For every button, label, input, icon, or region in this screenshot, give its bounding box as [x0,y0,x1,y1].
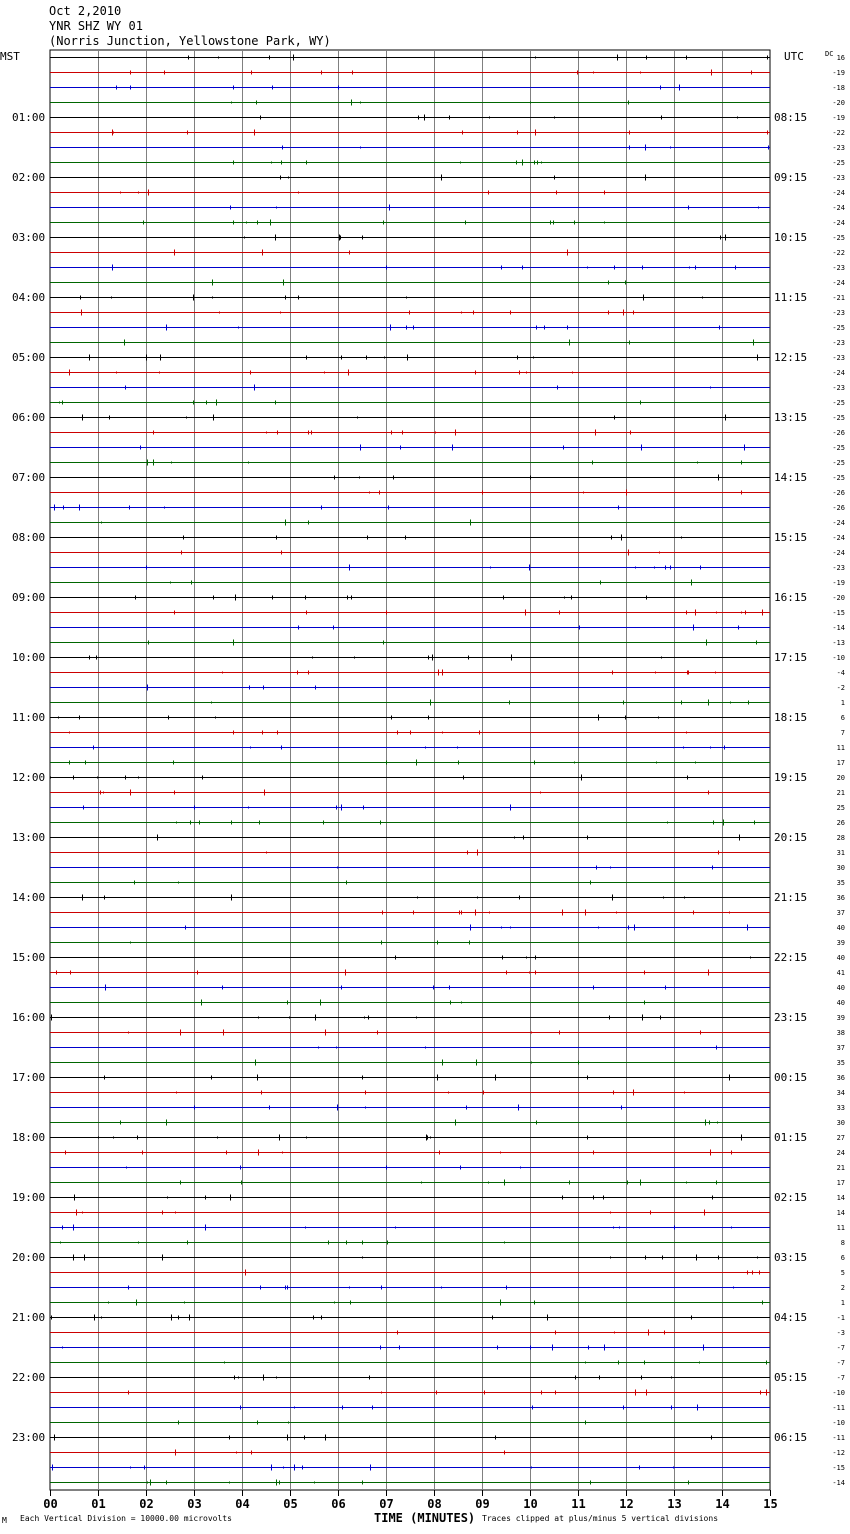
dc-offset-label: -21 [832,294,845,302]
right-hour-label: 16:15 [774,591,808,604]
left-hour-label: 09:00 [12,591,46,604]
dc-offset-label: 1 [840,699,845,707]
dc-offset-label: -2 [836,684,845,692]
dc-column-label: DC [825,50,834,58]
left-hour-label: 01:00 [12,111,46,124]
left-hour-label: 04:00 [12,291,46,304]
left-hour-label: 19:00 [12,1191,46,1204]
dc-offset-label: 6 [840,1254,845,1262]
corner-marker: M [2,1516,7,1525]
x-tick-label: 08 [427,1497,442,1511]
right-hour-label: 00:15 [774,1071,808,1084]
right-hour-label: 23:15 [774,1011,808,1024]
dc-offset-label: 11 [836,744,845,752]
dc-offset-label: -23 [832,339,845,347]
plot-date: Oct 2,2010 [49,4,122,18]
dc-offset-label: 27 [836,1134,845,1142]
dc-offset-label: 39 [836,939,845,947]
dc-offset-label: -20 [832,594,845,602]
dc-offset-label: 30 [836,864,845,872]
dc-offset-label: 6 [840,714,845,722]
dc-offset-label: 5 [840,1269,845,1277]
dc-offset-label: 8 [840,1239,845,1247]
dc-offset-label: 14 [836,1209,845,1217]
dc-offset-label: -15 [832,609,845,617]
left-hour-label: 08:00 [12,531,46,544]
x-tick-label: 03 [187,1497,202,1511]
left-hour-label: 05:00 [12,351,46,364]
dc-offset-label: 40 [836,954,845,962]
left-hour-label: 20:00 [12,1251,46,1264]
dc-offset-label: -19 [832,579,845,587]
right-hour-label: 19:15 [774,771,808,784]
station-code: YNR SHZ WY 01 [49,19,143,33]
dc-offset-label: -23 [832,144,845,152]
x-tick-label: 02 [139,1497,154,1511]
right-timezone-label: UTC [784,50,804,63]
right-hour-label: 18:15 [774,711,808,724]
dc-offset-label: -26 [832,429,845,437]
dc-offset-label: -25 [832,159,845,167]
x-tick-label: 11 [571,1497,586,1511]
dc-offset-label: 30 [836,1119,845,1127]
dc-offset-label: 39 [836,1014,845,1022]
dc-offset-label: -10 [832,1419,845,1427]
dc-offset-label: 37 [836,909,845,917]
dc-offset-label: -15 [832,1464,845,1472]
dc-offset-label: -25 [832,444,845,452]
dc-offset-label: -24 [832,534,845,542]
left-hour-label: 06:00 [12,411,46,424]
left-hour-label: 17:00 [12,1071,46,1084]
dc-offset-label: 11 [836,1224,845,1232]
dc-offset-label: -23 [832,309,845,317]
dc-offset-label: -13 [832,639,845,647]
traces [50,55,770,1486]
right-hour-label: 09:15 [774,171,808,184]
right-hour-label: 11:15 [774,291,808,304]
left-hour-label: 23:00 [12,1431,46,1444]
x-tick-label: 00 [43,1497,58,1511]
dc-offset-label: 37 [836,1044,845,1052]
dc-offset-label: 40 [836,924,845,932]
x-tick-label: 07 [379,1497,394,1511]
x-tick-label: 06 [331,1497,346,1511]
dc-offset-label: -24 [832,279,845,287]
left-hour-label: 21:00 [12,1311,46,1324]
right-hour-label: 02:15 [774,1191,808,1204]
dc-offset-label: -23 [832,354,845,362]
right-hour-label: 04:15 [774,1311,808,1324]
dc-offset-label: 33 [836,1104,845,1112]
left-hour-label: 14:00 [12,891,46,904]
x-tick-label: 09 [475,1497,490,1511]
x-tick-label: 14 [715,1497,730,1511]
plot-frame [50,50,770,1490]
dc-offset-label: 2 [840,1284,845,1292]
left-hour-label: 11:00 [12,711,46,724]
dc-offset-label: 38 [836,1029,845,1037]
dc-offset-label: 41 [836,969,845,977]
dc-offset-label: 21 [836,1164,845,1172]
right-hour-label: 10:15 [774,231,808,244]
dc-offset-label: -14 [832,1479,845,1487]
dc-offset-label: -23 [832,384,845,392]
dc-offset-label: -7 [836,1359,845,1367]
dc-offset-label: -18 [832,84,845,92]
right-hour-label: 17:15 [774,651,808,664]
left-hour-label: 13:00 [12,831,46,844]
left-hour-label: 18:00 [12,1131,46,1144]
dc-offset-label: 28 [836,834,845,842]
dc-offset-label: 16 [836,54,845,62]
dc-offset-label: -3 [836,1329,845,1337]
dc-offset-label: -24 [832,369,845,377]
dc-offset-label: -23 [832,564,845,572]
dc-offset-label: -11 [832,1434,845,1442]
dc-offset-label: -25 [832,234,845,242]
station-location: (Norris Junction, Yellowstone Park, WY) [49,34,331,48]
dc-offset-label: 14 [836,1194,845,1202]
dc-offset-label: -25 [832,459,845,467]
dc-offset-label: -25 [832,414,845,422]
dc-offset-label: -23 [832,264,845,272]
dc-offset-label: -10 [832,654,845,662]
dc-offset-label: -24 [832,549,845,557]
dc-offset-label: -19 [832,69,845,77]
right-hour-label: 14:15 [774,471,808,484]
dc-offset-label: 31 [836,849,845,857]
dc-offset-label: 21 [836,789,845,797]
dc-offset-label: 1 [840,1299,845,1307]
dc-offset-label: -20 [832,99,845,107]
dc-offset-label: 20 [836,774,845,782]
dc-offset-label: -24 [832,204,845,212]
dc-offset-label: 36 [836,894,845,902]
grid [50,50,771,1496]
left-hour-label: 10:00 [12,651,46,664]
right-hour-label: 01:15 [774,1131,808,1144]
dc-offset-label: 35 [836,879,845,887]
dc-offset-label: -11 [832,1404,845,1412]
x-tick-label: 15 [763,1497,778,1511]
dc-offset-label: -1 [836,1314,845,1322]
right-hour-label: 03:15 [774,1251,808,1264]
dc-offset-label: -7 [836,1374,845,1382]
dc-offset-label: 24 [836,1149,845,1157]
left-hour-label: 07:00 [12,471,46,484]
right-hour-label: 05:15 [774,1371,808,1384]
x-tick-label: 01 [91,1497,106,1511]
dc-offset-label: 17 [836,1179,845,1187]
left-timezone-label: MST [0,50,20,63]
right-hour-label: 22:15 [774,951,808,964]
dc-offset-label: -10 [832,1389,845,1397]
right-hour-label: 21:15 [774,891,808,904]
dc-offset-label: 40 [836,984,845,992]
dc-offset-label: -7 [836,1344,845,1352]
x-tick-label: 12 [619,1497,634,1511]
dc-offset-label: -22 [832,129,845,137]
dc-offset-label: -14 [832,624,845,632]
left-hour-label: 16:00 [12,1011,46,1024]
x-tick-label: 05 [283,1497,298,1511]
dc-offset-label: -24 [832,519,845,527]
dc-offset-label: -25 [832,474,845,482]
x-axis-title: TIME (MINUTES) [374,1511,476,1525]
dc-offset-label: 17 [836,759,845,767]
dc-offset-label: -26 [832,504,845,512]
right-hour-label: 13:15 [774,411,808,424]
dc-offset-label: 25 [836,804,845,812]
left-hour-label: 12:00 [12,771,46,784]
right-hour-label: 20:15 [774,831,808,844]
dc-offset-label: 40 [836,999,845,1007]
left-hour-label: 15:00 [12,951,46,964]
left-hour-label: 02:00 [12,171,46,184]
right-hour-label: 12:15 [774,351,808,364]
left-hour-label: 03:00 [12,231,46,244]
x-tick-label: 10 [523,1497,538,1511]
x-tick-label: 13 [667,1497,682,1511]
dc-offset-label: -24 [832,219,845,227]
dc-offset-label: 26 [836,819,845,827]
dc-offset-label: -26 [832,489,845,497]
right-hour-label: 15:15 [774,531,808,544]
dc-offset-label: -25 [832,399,845,407]
dc-offset-label: 34 [836,1089,845,1097]
dc-offset-label: -12 [832,1449,845,1457]
dc-offset-label: 35 [836,1059,845,1067]
scale-note: Each Vertical Division = 10000.00 microvolts [20,1514,232,1523]
clip-note: Traces clipped at plus/minus 5 vertical divisions [482,1514,719,1523]
right-hour-label: 06:15 [774,1431,808,1444]
axis-labels [0,50,845,1511]
left-hour-label: 22:00 [12,1371,46,1384]
dc-offset-label: -23 [832,174,845,182]
x-tick-label: 04 [235,1497,250,1511]
dc-offset-label: 36 [836,1074,845,1082]
dc-offset-label: -25 [832,324,845,332]
right-hour-label: 08:15 [774,111,808,124]
dc-offset-label: -22 [832,249,845,257]
dc-offset-label: -4 [836,669,845,677]
dc-offset-label: 7 [840,729,845,737]
dc-offset-label: -24 [832,189,845,197]
dc-offset-label: -19 [832,114,845,122]
